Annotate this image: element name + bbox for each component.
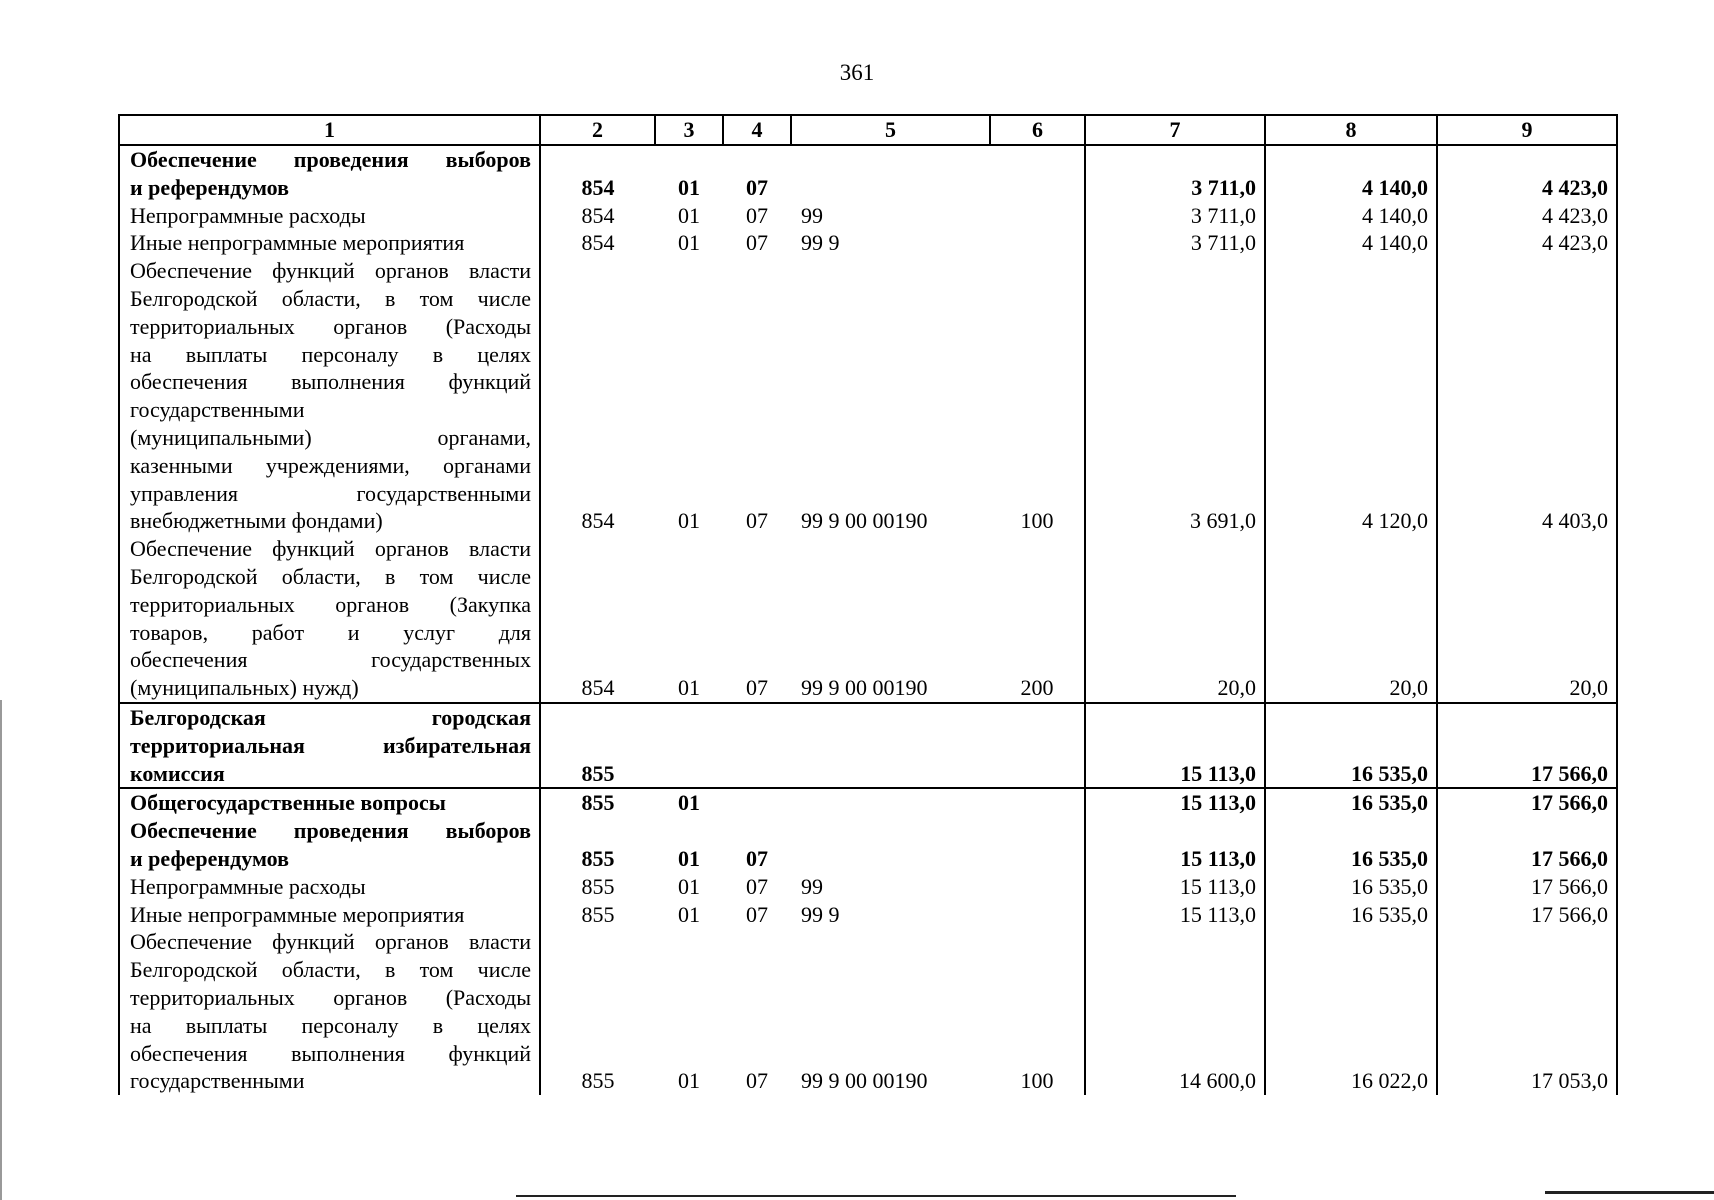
- amount-year1-cell: 3 691,0: [1085, 257, 1265, 535]
- ministry-code-cell: 854: [540, 535, 655, 703]
- row-name-line: Иные непрограммные мероприятия: [130, 901, 465, 927]
- table-row: [119, 202, 1617, 230]
- row-name-line: Обеспечение функций органов власти: [130, 536, 531, 562]
- row-name-line: обеспечения государственных: [130, 647, 531, 673]
- ministry-code-cell: 855: [540, 788, 655, 817]
- row-name-line: обеспечения выполнения функций: [130, 369, 531, 395]
- ministry-code-cell: 855: [540, 928, 655, 1095]
- column-header: 4: [723, 115, 791, 145]
- subsection-code-cell: 07: [746, 508, 768, 534]
- amount-year2-cell: 16 535,0: [1265, 873, 1437, 901]
- section-code-cell: 01: [678, 873, 700, 899]
- subsection-code-cell: 07: [746, 1068, 768, 1094]
- table-row: [119, 229, 1617, 257]
- row-name-line: территориальная избирательная: [130, 732, 531, 758]
- table-row: [119, 257, 1617, 535]
- column-header: 3: [655, 115, 723, 145]
- target-article-cell: [791, 145, 990, 202]
- row-name-line: казенными учреждениями, органами: [130, 452, 531, 478]
- expense-type-cell: [990, 703, 1085, 788]
- row-name-cell: [119, 703, 540, 788]
- ministry-code-cell: 854: [540, 257, 655, 535]
- row-name-line: (муниципальных) нужд): [130, 675, 359, 701]
- subsection-code-cell: 07: [746, 202, 768, 228]
- ministry-code-cell: 855: [540, 817, 655, 873]
- section-code-cell: 01: [678, 174, 700, 200]
- row-name-line: Белгородской области, в том числе: [130, 285, 531, 311]
- target-article-cell: [791, 817, 990, 873]
- row-name-line: Обеспечение функций органов власти: [130, 258, 531, 284]
- subsection-code-cell: 07: [746, 845, 768, 871]
- table-row: [119, 928, 1617, 1095]
- ministry-code-cell: 854: [540, 229, 655, 257]
- row-name-line: обеспечения выполнения функций: [130, 1040, 531, 1066]
- target-article-cell: 99 9 00 00190: [801, 1068, 928, 1094]
- row-name-line: и референдумов: [130, 845, 289, 871]
- amount-year1-cell: 3 711,0: [1085, 229, 1265, 257]
- row-name-line: государственными: [130, 1068, 305, 1094]
- row-name-line: Непрограммные расходы: [130, 202, 366, 228]
- amount-year1-cell: 15 113,0: [1085, 817, 1265, 873]
- row-name-cell: [119, 202, 540, 230]
- amount-year1-cell: 14 600,0: [1085, 928, 1265, 1095]
- amount-year1-cell: 3 711,0: [1085, 145, 1265, 202]
- row-name-line: (муниципальными) органами,: [130, 424, 531, 450]
- amount-year2-cell: 16 535,0: [1265, 788, 1437, 817]
- row-name-cell: [119, 901, 540, 929]
- amount-year3-cell: 17 566,0: [1437, 873, 1617, 901]
- expense-type-cell: [990, 873, 1085, 901]
- amount-year3-cell: 20,0: [1437, 535, 1617, 703]
- row-name-cell: [119, 229, 540, 257]
- row-name-line: Белгородской области, в том числе: [130, 563, 531, 589]
- subsection-code-cell: [723, 788, 791, 817]
- amount-year3-cell: 17 566,0: [1437, 817, 1617, 873]
- row-name-line: Обеспечение функций органов власти: [130, 929, 531, 955]
- table-row: [119, 817, 1617, 873]
- row-name-line: Непрограммные расходы: [130, 873, 366, 899]
- scan-rule: [1545, 1191, 1714, 1194]
- expense-type-cell: 100: [990, 257, 1085, 535]
- amount-year3-cell: 4 403,0: [1437, 257, 1617, 535]
- ministry-code-cell: 854: [540, 202, 655, 230]
- row-name-line: Общегосударственные вопросы: [130, 790, 446, 816]
- table-row: [119, 788, 1617, 817]
- target-article-cell: 99 9 00 00190: [801, 508, 928, 534]
- target-article-cell: 99 9: [801, 901, 840, 927]
- amount-year1-cell: 15 113,0: [1085, 788, 1265, 817]
- row-name-line: внебюджетными фондами): [130, 508, 383, 534]
- expense-type-cell: [990, 788, 1085, 817]
- section-code-cell: 01: [678, 901, 700, 927]
- subsection-code-cell: 07: [746, 901, 768, 927]
- row-name-line: управления государственными: [130, 480, 531, 506]
- amount-year2-cell: 16 535,0: [1265, 703, 1437, 788]
- expense-type-cell: [990, 202, 1085, 230]
- expense-type-cell: 200: [990, 535, 1085, 703]
- ministry-code-cell: 855: [540, 901, 655, 929]
- column-header: 2: [540, 115, 655, 145]
- amount-year2-cell: 4 140,0: [1265, 229, 1437, 257]
- row-name-line: территориальных органов (Расходы: [130, 984, 531, 1010]
- target-article-cell: 99 9 00 00190: [791, 535, 990, 703]
- row-name-line: территориальных органов (Закупка: [130, 591, 531, 617]
- amount-year2-cell: 16 022,0: [1265, 928, 1437, 1095]
- row-name-line: территориальных органов (Расходы: [130, 313, 531, 339]
- amount-year1-cell: 20,0: [1085, 535, 1265, 703]
- column-header: 7: [1085, 115, 1265, 145]
- column-header: 1: [119, 115, 540, 145]
- row-name-cell: [119, 788, 540, 817]
- expense-type-cell: [990, 229, 1085, 257]
- target-article-cell: [791, 788, 990, 817]
- row-name-line: Белгородской области, в том числе: [130, 957, 531, 983]
- column-number-header-row: [119, 115, 1617, 145]
- column-header: 6: [990, 115, 1085, 145]
- subsection-code-cell: 07: [723, 535, 791, 703]
- row-name-line: комиссия: [130, 760, 225, 786]
- amount-year1-cell: 3 711,0: [1085, 202, 1265, 230]
- table-row: [119, 535, 1617, 703]
- table-body: [119, 145, 1617, 1095]
- amount-year2-cell: 4 140,0: [1265, 145, 1437, 202]
- amount-year3-cell: 17 053,0: [1437, 928, 1617, 1095]
- amount-year3-cell: 4 423,0: [1437, 202, 1617, 230]
- target-article-cell: 99: [801, 873, 823, 899]
- row-name-cell: [119, 817, 540, 873]
- table-row: [119, 145, 1617, 202]
- expense-type-cell: 100: [990, 928, 1085, 1095]
- target-article-cell: 99: [801, 202, 823, 228]
- amount-year2-cell: 20,0: [1265, 535, 1437, 703]
- expense-type-cell: [990, 145, 1085, 202]
- amount-year3-cell: 17 566,0: [1437, 788, 1617, 817]
- ministry-code-cell: 855: [540, 873, 655, 901]
- scan-edge-line: [0, 700, 2, 1200]
- amount-year2-cell: 16 535,0: [1265, 817, 1437, 873]
- amount-year3-cell: 17 566,0: [1437, 703, 1617, 788]
- column-header: 5: [791, 115, 990, 145]
- budget-table: [118, 114, 1618, 1095]
- row-name-line: на выплаты персоналу в целях: [130, 1012, 531, 1038]
- expense-type-cell: [990, 901, 1085, 929]
- section-code-cell: 01: [678, 790, 700, 816]
- amount-year1-cell: 15 113,0: [1085, 901, 1265, 929]
- amount-year3-cell: 17 566,0: [1437, 901, 1617, 929]
- row-name-line: и референдумов: [130, 174, 289, 200]
- amount-year3-cell: 4 423,0: [1437, 145, 1617, 202]
- row-name-line: товаров, работ и услуг для: [130, 619, 531, 645]
- section-code-cell: 01: [678, 845, 700, 871]
- subsection-code-cell: 07: [746, 230, 768, 256]
- amount-year1-cell: 15 113,0: [1085, 703, 1265, 788]
- row-name-line: Белгородская городская: [130, 704, 531, 730]
- amount-year3-cell: 4 423,0: [1437, 229, 1617, 257]
- amount-year2-cell: 4 120,0: [1265, 257, 1437, 535]
- scan-rule: [516, 1195, 1236, 1197]
- page-number: 361: [839, 60, 875, 85]
- row-name-cell: [119, 873, 540, 901]
- table-row: [119, 901, 1617, 929]
- row-name-line: государственными: [130, 397, 305, 423]
- table-row: [119, 873, 1617, 901]
- row-name-line: Обеспечение проведения выборов: [130, 147, 531, 172]
- column-header: 8: [1265, 115, 1437, 145]
- section-code-cell: 01: [678, 202, 700, 228]
- section-code-cell: 01: [678, 230, 700, 256]
- section-code-cell: 01: [655, 535, 723, 703]
- row-name-cell: [119, 145, 540, 202]
- column-header: 9: [1437, 115, 1617, 145]
- expense-type-cell: [990, 817, 1085, 873]
- amount-year2-cell: 16 535,0: [1265, 901, 1437, 929]
- row-name-cell: [119, 928, 540, 1095]
- section-code-cell: [655, 703, 723, 788]
- row-name-cell: [119, 257, 540, 535]
- section-code-cell: 01: [678, 508, 700, 534]
- amount-year1-cell: 15 113,0: [1085, 873, 1265, 901]
- subsection-code-cell: 07: [746, 873, 768, 899]
- section-code-cell: 01: [678, 1068, 700, 1094]
- subsection-code-cell: [723, 703, 791, 788]
- amount-year2-cell: 4 140,0: [1265, 202, 1437, 230]
- target-article-cell: 99 9: [801, 230, 840, 256]
- target-article-cell: [791, 703, 990, 788]
- row-name-line: Обеспечение проведения выборов: [130, 818, 531, 844]
- row-name-line: на выплаты персоналу в целях: [130, 341, 531, 367]
- row-name-cell: [119, 535, 540, 703]
- ministry-code-cell: 854: [540, 145, 655, 202]
- row-name-line: Иные непрограммные мероприятия: [130, 230, 465, 256]
- table-row: [119, 703, 1617, 788]
- subsection-code-cell: 07: [746, 174, 768, 200]
- ministry-code-cell: 855: [540, 703, 655, 788]
